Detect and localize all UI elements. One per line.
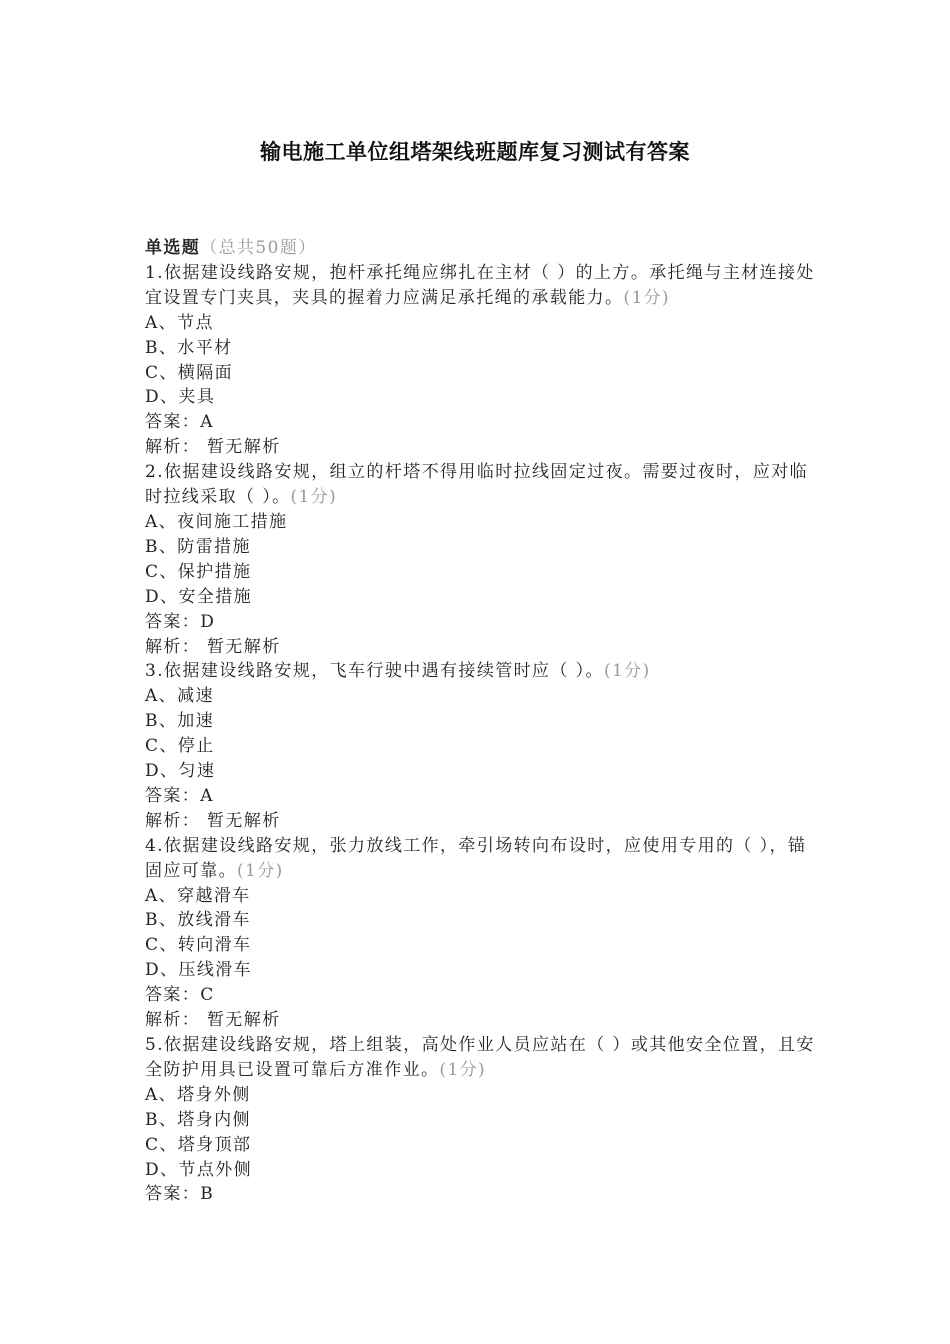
question-text: 1.依据建设线路安规，抱杆承托绳应绑扎在主材（ ）的上方。承托绳与主材连接处宜设置专门夹具，夹具的握着力应满足承托绳的承载能力。	[145, 262, 815, 308]
option-c: C、保护措施	[145, 561, 252, 582]
analysis: 解析： 暂无解析	[145, 1010, 281, 1031]
section-count: （总共50题）	[200, 238, 317, 258]
question-stem	[145, 460, 817, 510]
question-text: 5.依据建设线路安规，塔上组装，高处作业人员应站在（ ）或其他安全位置，且安全防护用具已设置可靠后方准作业。	[145, 1035, 815, 1080]
analysis: 解析： 暂无解析	[145, 810, 281, 831]
option-d: D、夹具	[145, 387, 216, 408]
question-score: (1分)	[290, 487, 338, 508]
question-score: (1分)	[237, 860, 284, 881]
analysis: 解析： 暂无解析	[145, 636, 281, 657]
answer: 答案：A	[145, 412, 214, 433]
option-c: C、停止	[145, 736, 215, 757]
option-c: C、转向滑车	[145, 935, 252, 956]
question-stem	[145, 659, 817, 684]
question-score: (1分)	[439, 1059, 487, 1080]
option-d: D、压线滑车	[145, 960, 253, 981]
question-text: 2.依据建设线路安规，组立的杆塔不得用临时拉线固定过夜。需要过夜时，应对临时拉线采取（ ）。	[145, 462, 809, 508]
answer: 答案：A	[145, 785, 214, 806]
option-b: B、塔身内侧	[145, 1109, 251, 1130]
answer: 答案：D	[145, 611, 216, 632]
option-c: C、横隔面	[145, 362, 234, 383]
question-item	[145, 834, 817, 1033]
option-b: B、防雷措施	[145, 536, 251, 557]
option-d: D、匀速	[145, 761, 216, 782]
answer: 答案：B	[145, 1184, 215, 1205]
section-heading	[145, 236, 817, 261]
answer: 答案：C	[145, 985, 215, 1006]
option-a: A、减速	[145, 686, 214, 707]
option-c: C、塔身顶部	[145, 1134, 252, 1155]
question-item	[145, 659, 817, 833]
section-label: 单选题	[145, 238, 201, 258]
option-d: D、安全措施	[145, 586, 253, 607]
option-d: D、节点外侧	[145, 1159, 253, 1180]
question-list	[145, 236, 817, 1207]
analysis: 解析： 暂无解析	[145, 437, 281, 458]
question-stem	[145, 1033, 817, 1083]
option-b: B、加速	[145, 711, 215, 732]
option-a: A、夜间施工措施	[145, 511, 288, 532]
option-a: A、节点	[145, 312, 214, 333]
option-b: B、水平材	[145, 337, 233, 358]
question-stem	[145, 261, 817, 311]
question-item	[145, 261, 817, 460]
option-a: A、塔身外侧	[145, 1084, 251, 1105]
question-item	[145, 1033, 817, 1207]
question-score: (1分)	[603, 661, 651, 682]
question-text: 3.依据建设线路安规，飞车行驶中遇有接续管时应（ ）。	[145, 661, 604, 682]
question-text: 4.依据建设线路安规，张力放线工作，牵引场转向布设时，应使用专用的（ ），锚固应可靠。	[145, 835, 807, 881]
question-stem	[145, 834, 817, 884]
page-title: 输电施工单位组塔架线班题库复习测试有答案	[260, 140, 690, 164]
option-b: B、放线滑车	[145, 910, 251, 931]
question-score: (1分)	[623, 287, 671, 308]
question-item	[145, 460, 817, 659]
option-a: A、穿越滑车	[145, 885, 251, 906]
